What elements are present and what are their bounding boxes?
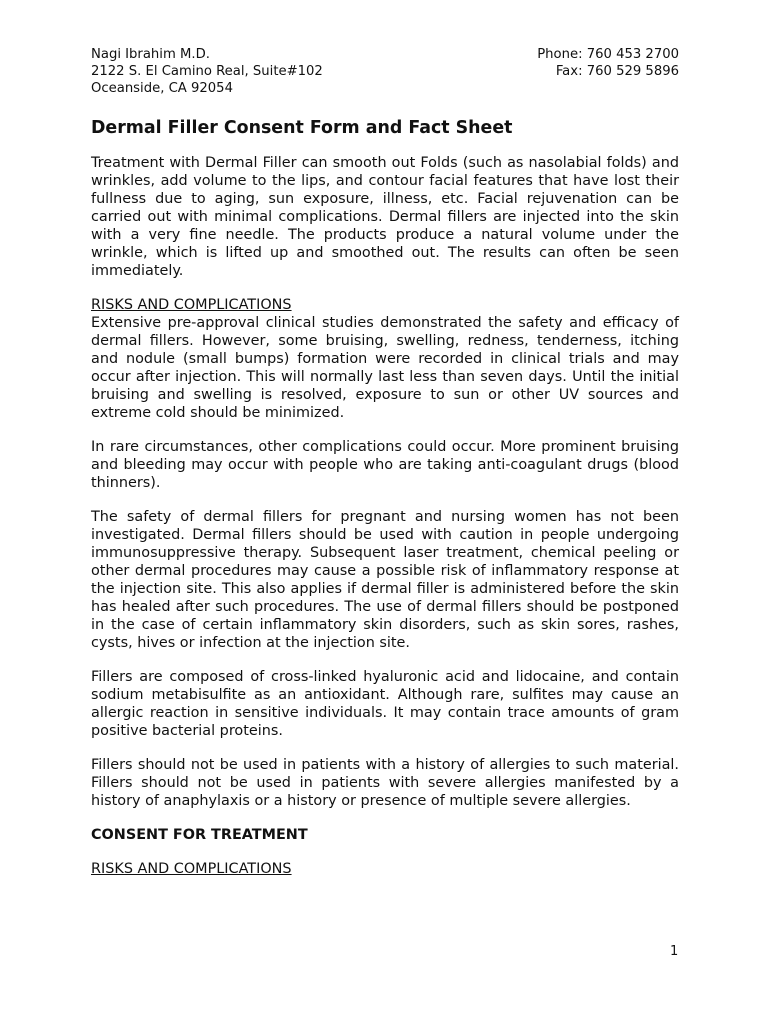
risks-paragraph-4: Fillers are composed of cross-linked hyaluronic acid and lidocaine, and contain sodium metabisulfite as an antioxidant. Although rare, sulfites may cause an allergic reaction in sensitive individuals. It may contain trace amounts of gram positive bacterial proteins. <box>91 669 679 739</box>
risks-paragraph-5: Fillers should not be used in patients with a history of allergies to such material. Fillers should not be used in patients with severe allergies manifested by a history of anaphylaxis or a history or presence of multiple severe allergies. <box>91 757 679 809</box>
page-number: 1 <box>670 944 679 959</box>
risks-paragraph-1: Extensive pre-approval clinical studies demonstrated the safety and efficacy of dermal fillers. However, some bruising, swelling, redness, tenderness, itching and nodule (small bumps) formation were recorded in clinical trials and may occur after injection. This will normally last less than seven days. Until the initial bruising and swelling is resolved, exposure to sun or other UV sources and extreme cold should be minimized. <box>91 315 679 421</box>
clinic-address <box>91 46 323 97</box>
risks-paragraph-3: The safety of dermal fillers for pregnant and nursing women has not been investigated. Dermal fillers should be used with caution in people undergoing immunosuppressive therapy. Subsequent laser treatment, chemical peeling or other dermal procedures may cause a possible risk of inflammatory response at the injection site. This also applies if dermal filler is administered before the skin has healed after such procedures. The use of dermal fillers should be postponed in the case of certain inflammatory skin disorders, such as skin sores, rashes, cysts, hives or infection at the injection site. <box>91 509 679 651</box>
intro-paragraph: Treatment with Dermal Filler can smooth out Folds (such as nasolabial folds) and wrinkles, add volume to the lips, and contour facial features that have lost their fullness due to aging, sun exposure, illness, etc. Facial rejuvenation can be carried out with minimal complications. Dermal fillers are injected into the skin with a very fine needle. The products produce a natural volume under the wrinkle, which is lifted up and smoothed out. The results can often be seen immediately. <box>91 155 679 279</box>
document-body <box>91 46 679 878</box>
fax-number: Fax: 760 529 5896 <box>555 64 679 79</box>
doctor-name: Nagi Ibrahim M.D. <box>91 47 210 62</box>
phone-number: Phone: 760 453 2700 <box>537 47 679 62</box>
consent-heading: CONSENT FOR TREATMENT <box>91 827 308 843</box>
risks-heading: RISKS AND COMPLICATIONS <box>91 297 292 313</box>
document-title: Dermal Filler Consent Form and Fact Sheet <box>91 118 513 138</box>
city-state-zip: Oceanside, CA 92054 <box>91 81 233 96</box>
letterhead <box>91 46 679 97</box>
risks-heading-2: RISKS AND COMPLICATIONS <box>91 861 292 877</box>
street-address: 2122 S. El Camino Real, Suite#102 <box>91 64 323 79</box>
risks-paragraph-2: In rare circumstances, other complications could occur. More prominent bruising and bleeding may occur with people who are taking anti-coagulant drugs (blood thinners). <box>91 439 679 491</box>
clinic-contact <box>537 46 679 97</box>
risks-section <box>91 296 679 422</box>
